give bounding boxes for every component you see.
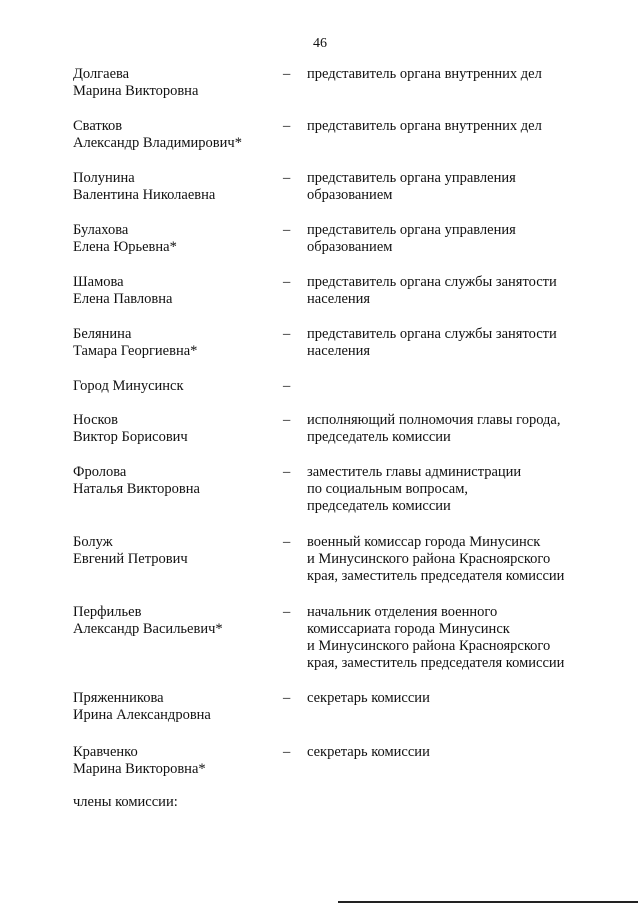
member-role bbox=[307, 222, 597, 256]
member-name-line: Полунина bbox=[73, 170, 135, 186]
entry-dash: – bbox=[283, 744, 291, 760]
member-name bbox=[73, 534, 278, 568]
member-role-line: и Минусинского района Красноярского bbox=[307, 551, 551, 567]
member-role-line: представитель органа внутренних дел bbox=[307, 66, 542, 82]
member-name bbox=[73, 464, 278, 498]
member-name-line: Пряженникова bbox=[73, 690, 164, 706]
member-role-line: представитель органа внутренних дел bbox=[307, 118, 542, 134]
member-name bbox=[73, 412, 278, 446]
entry-dash: – bbox=[283, 378, 291, 394]
member-name-line: Виктор Борисович bbox=[73, 429, 188, 445]
member-role bbox=[307, 66, 597, 83]
member-name-line: Александр Владимирович* bbox=[73, 135, 242, 151]
member-name-line: Перфильев bbox=[73, 604, 142, 620]
member-name-line: Евгений Петрович bbox=[73, 551, 188, 567]
entry-dash: – bbox=[283, 66, 291, 82]
member-name-line: Марина Викторовна* bbox=[73, 761, 206, 777]
entry-dash: – bbox=[283, 690, 291, 706]
member-role-line: образованием bbox=[307, 187, 393, 203]
member-role-line: председатель комиссии bbox=[307, 498, 451, 514]
member-role-line: населения bbox=[307, 343, 371, 359]
member-role-line: начальник отделения военного bbox=[307, 604, 498, 620]
page-number: 46 bbox=[313, 36, 327, 51]
member-role-line: председатель комиссии bbox=[307, 429, 451, 445]
member-role-line: представитель органа управления bbox=[307, 222, 516, 238]
member-name-line: Кравченко bbox=[73, 744, 138, 760]
member-role bbox=[307, 534, 597, 585]
member-name bbox=[73, 604, 278, 638]
member-name-line: Город Минусинск bbox=[73, 378, 184, 394]
member-role-line: представитель органа службы занятости bbox=[307, 326, 557, 342]
member-name bbox=[73, 66, 278, 100]
entry-dash: – bbox=[283, 534, 291, 550]
member-name-line: Сватков bbox=[73, 118, 123, 134]
member-role bbox=[307, 744, 597, 761]
member-role bbox=[307, 274, 597, 308]
member-role-line: секретарь комиссии bbox=[307, 744, 430, 760]
member-role-line: представитель органа управления bbox=[307, 170, 516, 186]
member-role bbox=[307, 690, 597, 707]
entry-dash: – bbox=[283, 412, 291, 428]
member-role-line: образованием bbox=[307, 239, 393, 255]
member-role-line: по социальным вопросам, bbox=[307, 481, 469, 497]
entry-dash: – bbox=[283, 274, 291, 290]
member-name-line: Носков bbox=[73, 412, 118, 428]
member-role-line: исполняющий полномочия главы города, bbox=[307, 412, 561, 428]
member-role bbox=[307, 170, 597, 204]
member-name bbox=[73, 274, 278, 308]
member-name-line: Елена Павловна bbox=[73, 291, 173, 307]
member-name-line: Болуж bbox=[73, 534, 113, 550]
member-name-line: Александр Васильевич* bbox=[73, 621, 223, 637]
footer-rule bbox=[338, 901, 638, 903]
entry-dash: – bbox=[283, 604, 291, 620]
member-name-line: Елена Юрьевна* bbox=[73, 239, 177, 255]
member-name-line: Валентина Николаевна bbox=[73, 187, 216, 203]
member-role-line: края, заместитель председателя комиссии bbox=[307, 655, 565, 671]
entry-dash: – bbox=[283, 222, 291, 238]
entry-dash: – bbox=[283, 118, 291, 134]
member-role-line: края, заместитель председателя комиссии bbox=[307, 568, 565, 584]
member-name bbox=[73, 326, 278, 360]
entry-dash: – bbox=[283, 464, 291, 480]
member-role-line: заместитель главы администрации bbox=[307, 464, 522, 480]
member-name-line: Наталья Викторовна bbox=[73, 481, 200, 497]
member-name-line: Булахова bbox=[73, 222, 129, 238]
member-role-line: представитель органа службы занятости bbox=[307, 274, 557, 290]
member-name-line: Ирина Александровна bbox=[73, 707, 211, 723]
entry-dash: – bbox=[283, 170, 291, 186]
member-role bbox=[307, 604, 597, 672]
member-name bbox=[73, 378, 278, 395]
member-name-line: Тамара Георгиевна* bbox=[73, 343, 198, 359]
member-name-line: Марина Викторовна bbox=[73, 83, 199, 99]
members-label: члены комиссии: bbox=[73, 794, 178, 810]
member-role bbox=[307, 118, 597, 135]
entry-dash: – bbox=[283, 326, 291, 342]
member-name bbox=[73, 690, 278, 724]
member-name bbox=[73, 222, 278, 256]
member-role bbox=[307, 412, 597, 446]
member-role bbox=[307, 326, 597, 360]
member-name-line: Белянина bbox=[73, 326, 132, 342]
member-name-line: Долгаева bbox=[73, 66, 130, 82]
member-role-line: военный комиссар города Минусинск bbox=[307, 534, 541, 550]
member-name bbox=[73, 118, 278, 152]
member-role-line: и Минусинского района Красноярского bbox=[307, 638, 551, 654]
member-role-line: комиссариата города Минусинск bbox=[307, 621, 510, 637]
member-role bbox=[307, 464, 597, 515]
member-name bbox=[73, 744, 278, 778]
member-name-line: Шамова bbox=[73, 274, 124, 290]
member-name bbox=[73, 170, 278, 204]
member-role-line: населения bbox=[307, 291, 371, 307]
member-name-line: Фролова bbox=[73, 464, 127, 480]
member-role-line: секретарь комиссии bbox=[307, 690, 430, 706]
